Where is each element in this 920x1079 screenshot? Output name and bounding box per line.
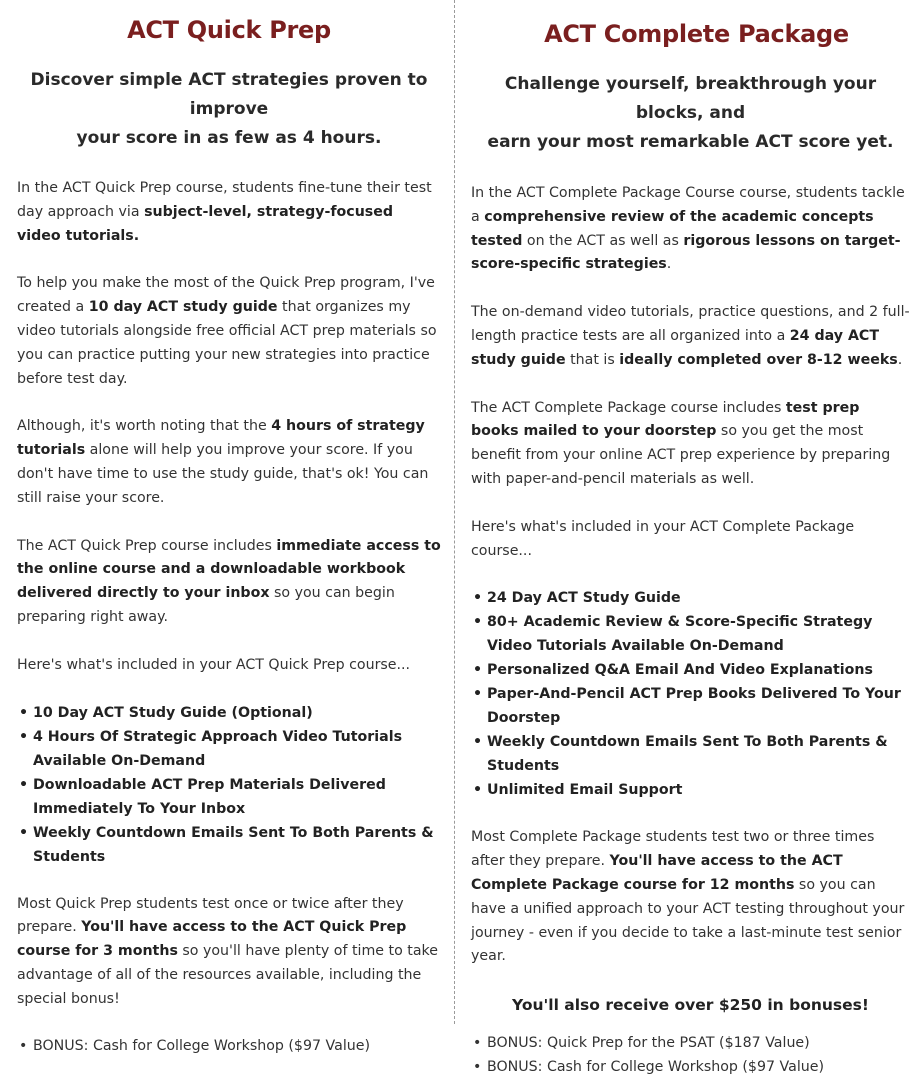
quick-prep-included-heading: Here's what's included in your ACT Quick Prep course...	[17, 656, 411, 673]
list-item: • Downloadable ACT Prep Materials Delivered Immediately To Your Inbox	[17, 773, 441, 821]
quick-prep-title: ACT Quick Prep	[127, 16, 331, 44]
quick-prep-subtitle: Discover simple ACT strategies proven to improve your score in as few as 4 hours.	[30, 70, 428, 148]
quick-prep-intro: In the ACT Quick Prep course, students fine-tune their test day approach via subject-level, strategy-focused video tutorials.	[17, 180, 432, 244]
complete-package-books-paragraph: The ACT Complete Package course includes test prep books mailed to your doorstep so you get the most benefit from your online ACT prep experience by preparing with paper-and-pencil materials as well.	[471, 399, 891, 487]
complete-package-intro: In the ACT Complete Package Course course, students tackle a comprehensive review of the academic concepts tested on the ACT as well as rigorous lessons on target-score-specific strategies.	[471, 185, 905, 273]
list-item: • Unlimited Email Support	[471, 778, 910, 802]
quick-prep-column	[0, 0, 455, 1054]
list-item: • BONUS: Cash for College Workshop ($97 Value)	[17, 1034, 441, 1058]
quick-prep-duration-paragraph: Most Quick Prep students test once or twice after they prepare. You'll have access to the ACT Quick Prep course for 3 months so you'll have plenty of time to take advantage of all of the resources available, including the special bonus!	[17, 895, 438, 1007]
quick-prep-feature-list	[17, 701, 441, 869]
list-item: • 80+ Academic Review & Score-Specific Strategy Video Tutorials Available On-Demand	[471, 610, 910, 658]
complete-package-study-guide-paragraph: The on-demand video tutorials, practice questions, and 2 full-length practice tests are all organized into a 24 day ACT study guide that is ideally completed over 8-12 weeks.	[471, 304, 910, 368]
quick-prep-bonus-list	[17, 1034, 441, 1058]
list-item: • 24 Day ACT Study Guide	[471, 586, 910, 610]
complete-package-column	[455, 0, 920, 1076]
quick-prep-tutorials-paragraph: Although, it's worth noting that the 4 hours of strategy tutorials alone will help you improve your score. If you don't have time to use the study guide, that's ok! You can still raise your score.	[17, 418, 429, 506]
list-item: • BONUS: Quick Prep for the PSAT ($187 Value)	[471, 1031, 910, 1055]
quick-prep-access-paragraph: The ACT Quick Prep course includes immediate access to the online course and a downloadable workbook delivered directly to your inbox so you can begin preparing right away.	[17, 537, 441, 625]
list-item: • Personalized Q&A Email And Video Explanations	[471, 658, 910, 682]
list-item: • BONUS: Cash for College Workshop ($97 Value)	[471, 1055, 910, 1079]
complete-package-bonus-title: You'll also receive over $250 in bonuses!	[512, 996, 869, 1015]
complete-package-duration-paragraph: Most Complete Package students test two or three times after they prepare. You'll have access to the ACT Complete Package course for 12 months so you can have a unified approach to your ACT testing throughout your journey - even if you decide to take a last-minute test senior year.	[471, 829, 905, 965]
complete-package-subtitle: Challenge yourself, breakthrough your blocks, and earn your most remarkable ACT score yet.	[487, 74, 894, 152]
list-item: • Weekly Countdown Emails Sent To Both Parents & Students	[17, 821, 441, 869]
complete-package-bonus-list	[471, 1031, 910, 1079]
list-item: • Paper-And-Pencil ACT Prep Books Delivered To Your Doorstep	[471, 682, 910, 730]
list-item: • 10 Day ACT Study Guide (Optional)	[17, 701, 441, 725]
list-item: • Weekly Countdown Emails Sent To Both Parents & Students	[471, 730, 910, 778]
complete-package-feature-list	[471, 586, 910, 802]
complete-package-title: ACT Complete Package	[544, 20, 849, 48]
list-item: • 4 Hours Of Strategic Approach Video Tutorials Available On-Demand	[17, 725, 441, 773]
quick-prep-study-guide-paragraph: To help you make the most of the Quick Prep program, I've created a 10 day ACT study guide that organizes my video tutorials alongside free official ACT prep materials so you can practice putting your new strategies into practice before test day.	[17, 275, 437, 387]
complete-package-included-heading: Here's what's included in your ACT Complete Package course...	[471, 518, 855, 559]
